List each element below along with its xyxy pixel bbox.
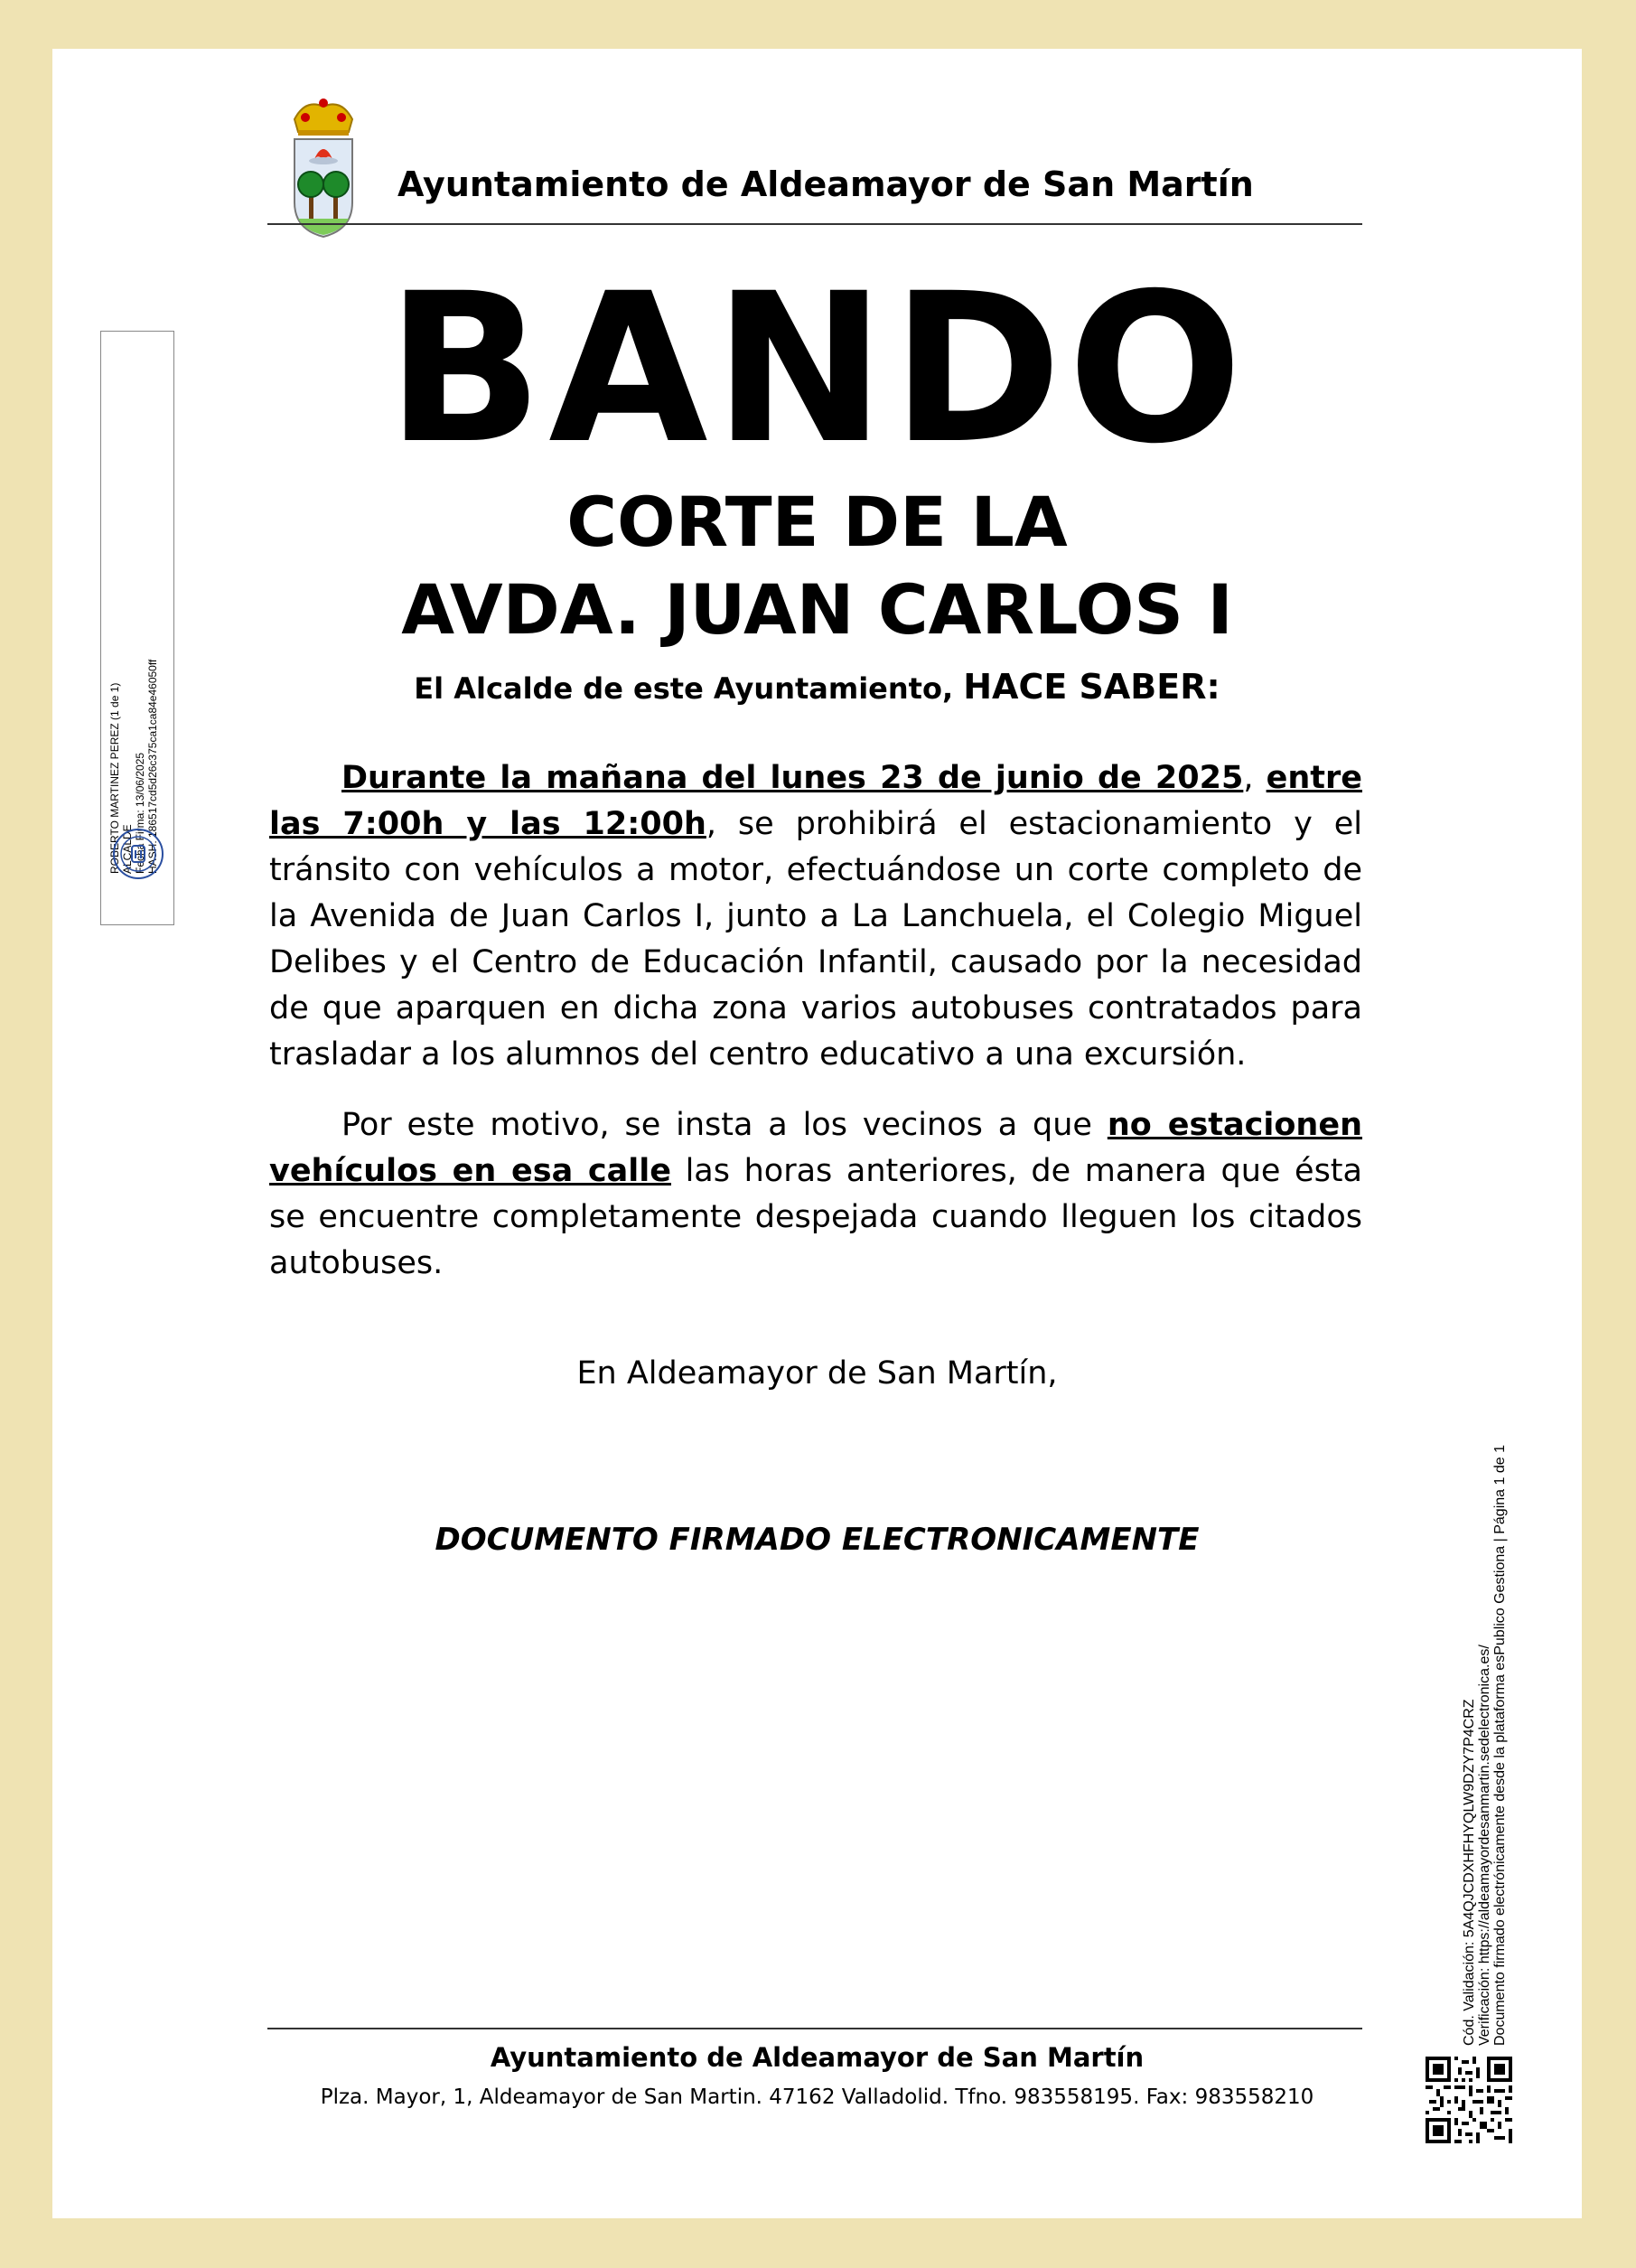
place-line: En Aldeamayor de San Martín, xyxy=(576,1355,1058,1392)
signed-notice: DOCUMENTO FIRMADO ELECTRONICAMENTE xyxy=(435,1522,1200,1558)
header-divider xyxy=(267,223,1362,225)
signature-stamp xyxy=(100,331,174,925)
paragraph-1-date: Durante la mañana del lunes 23 de junio de 2025 xyxy=(341,760,1244,796)
signature-name: ROBERTO MARTINEZ PEREZ (1 de 1) xyxy=(108,682,121,874)
footer-address: Plza. Mayor, 1, Aldeamayor de San Martin. 47162 Valladolid. Tfno. 983558195. Fax: 983558210 xyxy=(320,2085,1314,2109)
paragraph-1-hours: entre las 7:00h y las 12:00h xyxy=(269,760,1362,842)
validation-text xyxy=(1462,1323,1508,2046)
paragraph-2-emphasis: no estacionen vehículos en esa calle xyxy=(269,1107,1362,1189)
paragraph-2-rest: las horas anteriores, de manera que ésta se encuentre completamente despejada cuando lleguen los citados autobuses. xyxy=(269,1153,1362,1281)
official-seal-icon xyxy=(110,827,166,881)
municipal-crest-icon xyxy=(278,94,369,239)
page-title: BANDO xyxy=(386,248,1248,489)
paragraph-2-start: Por este motivo, se insta a los vecinos a que xyxy=(341,1107,1108,1143)
signature-hash: HASH: 186517cd5d26c375ca1ca84e46050ff xyxy=(146,659,159,874)
paragraph-1-sep: , xyxy=(1243,760,1267,796)
document-page xyxy=(52,49,1582,2218)
validation-code: Cód. Validación: 5A4QJCDXHFHYQLW9DZY7P4CRZ xyxy=(1462,1699,1477,2046)
qr-code-icon xyxy=(1426,2057,1512,2143)
footer-divider xyxy=(267,2028,1362,2029)
header-title: Ayuntamiento de Aldeamayor de San Martín xyxy=(397,164,1254,204)
signature-role: ALCALDE xyxy=(121,824,134,874)
announcement-emphasis: HACE SABER: xyxy=(963,667,1220,707)
footer-title: Ayuntamiento de Aldeamayor de San Martín xyxy=(490,2042,1145,2073)
validation-platform: Documento firmado electrónicamente desde la plataforma esPublico Gestiona | Página 1 de 1 xyxy=(1492,1445,1508,2046)
paragraph-1-rest: , se prohibirá el estacionamiento y el tránsito con vehículos a motor, efectuándose un corte completo de la Avenida de Juan Carlos I, junto a La Lanchuela, el Colegio Miguel Delibes y el Centro de Educación Infantil, causado por la necesidad de que aparquen en dicha zona varios autobuses contratados para trasladar a los alumnos del centro educativo a una excursión. xyxy=(269,806,1362,1073)
paragraph-2 xyxy=(269,1102,1362,1287)
subtitle-line-2: AVDA. JUAN CARLOS I xyxy=(401,569,1233,650)
paragraph-1 xyxy=(269,755,1362,1078)
announcement-prefix: El Alcalde de este Ayuntamiento, xyxy=(414,671,964,706)
signature-date: Fecha Firma: 13/06/2025 xyxy=(134,752,146,874)
subtitle-line-1: CORTE DE LA xyxy=(566,482,1068,562)
announcement xyxy=(52,667,1582,707)
validation-url: Verificación: https://aldeamayordesanmartin.sedelectronica.es/ xyxy=(1477,1645,1492,2046)
